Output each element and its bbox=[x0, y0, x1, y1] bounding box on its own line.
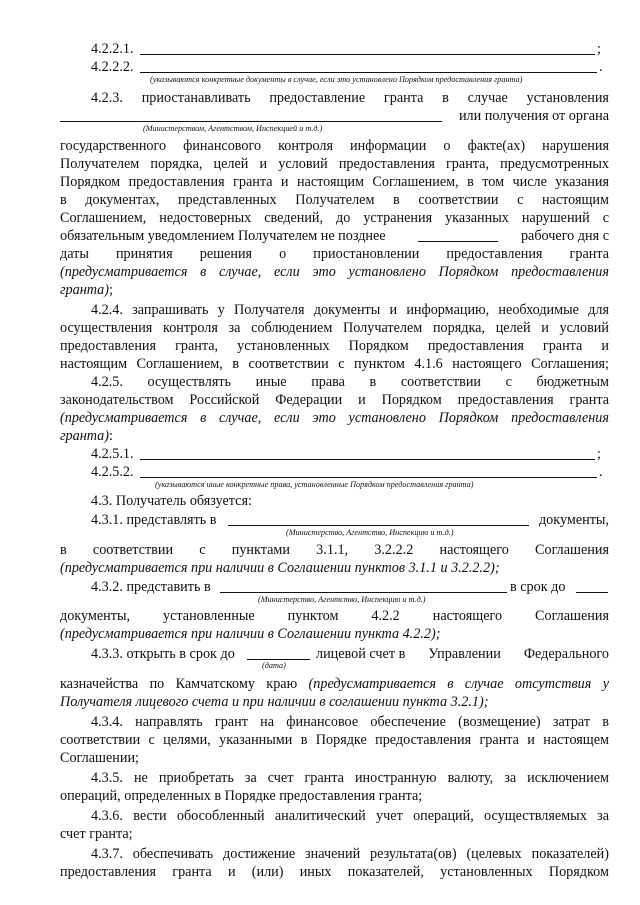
item-number: 4.2.2.1. bbox=[91, 41, 134, 57]
text: или получения от органа bbox=[458, 108, 609, 124]
paragraph-line: (предусматривается в случае, если это установлено Порядком предоставления bbox=[60, 264, 609, 280]
paragraph-line: в соответствии с пунктами 3.1.1, 3.2.2.2 настоящего Соглашения bbox=[60, 542, 609, 558]
text: (предусматривается в случае отсутствия у bbox=[308, 676, 610, 692]
field-caption: (указываются конкретные документы в случае, если это установлено Порядком предоставления гранта) bbox=[150, 75, 523, 84]
text: казначейства по Камчатскому краю bbox=[60, 676, 298, 692]
blank-line[interactable] bbox=[140, 459, 595, 460]
paragraph-line: 4.3.6. вести обособленный аналитический учет операций, осуществляемых за bbox=[91, 808, 609, 824]
paragraph-line: (предусматривается при наличии в Соглашении пунктов 3.1.1 и 3.2.2.2); bbox=[60, 560, 500, 576]
punctuation: . bbox=[599, 464, 603, 480]
paragraph-line: в документах, представленных Получателем в соответствии с настоящим bbox=[60, 192, 609, 208]
paragraph-line bbox=[60, 675, 609, 693]
paragraph-line: Соглашением, недостоверных сведений, до устранения указанных нарушений с bbox=[60, 210, 609, 226]
paragraph-line: государственного финансового контроля информации о факте(ах) нарушения bbox=[60, 138, 609, 154]
section-heading: 4.3. Получатель обязуется: bbox=[91, 493, 252, 509]
paragraph-line: (предусматривается в случае, если это установлено Порядком предоставления bbox=[60, 410, 609, 426]
blank-line[interactable] bbox=[576, 592, 608, 593]
text: гранта bbox=[383, 90, 424, 106]
text: документы, bbox=[538, 512, 609, 528]
blank-line[interactable] bbox=[418, 241, 498, 242]
field-caption: (Министерством, Агентством, Инспекцией и т.д.) bbox=[143, 124, 323, 133]
paragraph-line: 4.3.4. направлять грант на финансовое обеспечение (возмещение) затрат в bbox=[91, 714, 609, 730]
punctuation: : bbox=[109, 428, 113, 444]
text: установления bbox=[526, 90, 609, 106]
text: Управлении bbox=[428, 646, 501, 662]
paragraph-line: 4.3.7. обеспечивать достижение значений результата(ов) (целевых показателей) bbox=[91, 846, 609, 862]
item-number: 4.2.5.1. bbox=[91, 446, 134, 462]
field-caption: (указываются иные конкретные права, установленные Порядком предоставления гранта) bbox=[155, 480, 474, 489]
item-number: 4.2.3. bbox=[91, 90, 123, 106]
text: 4.3.3. открыть в срок до bbox=[91, 646, 235, 662]
paragraph-line: 4.3.5. не приобретать за счет гранта иностранную валюту, за исключением bbox=[91, 770, 609, 786]
blank-line[interactable] bbox=[220, 592, 507, 593]
paragraph-line bbox=[91, 89, 609, 107]
paragraph-line bbox=[316, 645, 609, 663]
punctuation: ; bbox=[109, 282, 113, 298]
text: обязательным уведомлением Получателем не позднее bbox=[60, 228, 386, 244]
text: гранта) bbox=[60, 428, 109, 444]
text: 4.3.1. представлять в bbox=[91, 512, 217, 528]
punctuation: . bbox=[599, 59, 603, 75]
paragraph-line: соответствии с целями, указанными в Порядке предоставления гранта и настоящем bbox=[60, 732, 609, 748]
paragraph-line: настоящим Соглашением, в соответствии с пунктом 4.1.6 настоящего Соглашения; bbox=[60, 356, 609, 372]
blank-line[interactable] bbox=[140, 72, 597, 73]
paragraph-line: (предусматривается при наличии в Соглашении пункта 4.2.2); bbox=[60, 626, 441, 642]
paragraph-line: предоставления гранта, установленных Порядком предоставления гранта и bbox=[60, 338, 609, 354]
field-caption: (Министерство, Агентство, Инспекцию и т.д.) bbox=[258, 595, 426, 604]
punctuation: ; bbox=[597, 41, 601, 57]
paragraph-line bbox=[60, 281, 609, 299]
blank-line[interactable] bbox=[60, 121, 442, 122]
item-number: 4.2.5.2. bbox=[91, 464, 134, 480]
text: предоставление bbox=[269, 90, 366, 106]
paragraph-line: операций, определенных в Порядке предоставления гранта; bbox=[60, 788, 423, 804]
field-caption: (Министерство, Агентство, Инспекцию и т.д.) bbox=[286, 528, 454, 537]
punctuation: ; bbox=[597, 446, 601, 462]
text: 4.3.2. представить в bbox=[91, 579, 211, 595]
text: в срок до bbox=[510, 579, 566, 595]
blank-line[interactable] bbox=[140, 54, 595, 55]
blank-line[interactable] bbox=[247, 659, 310, 660]
item-number: 4.2.2.2. bbox=[91, 59, 134, 75]
paragraph-line: Получателя лицевого счета и при наличии в соглашении пункта 3.2.1); bbox=[60, 694, 489, 710]
paragraph-line: законодательством Российской Федерации и Порядком предоставления гранта bbox=[60, 392, 609, 408]
text: рабочего дня с bbox=[520, 228, 609, 244]
paragraph-line: документы, установленные пунктом 4.2.2 настоящего Соглашения bbox=[60, 608, 609, 624]
paragraph-line: 4.2.5. осуществлять иные права в соответствии с бюджетным bbox=[91, 374, 609, 390]
text: случае bbox=[467, 90, 508, 106]
text: приостанавливать bbox=[141, 90, 251, 106]
blank-line[interactable] bbox=[140, 477, 597, 478]
paragraph-line: Соглашении; bbox=[60, 750, 139, 766]
paragraph-line: счет гранта; bbox=[60, 826, 133, 842]
text: лицевой счет в bbox=[316, 646, 406, 662]
text: Федерального bbox=[523, 646, 609, 662]
paragraph-line: Получателем порядка, целей и условий предоставления гранта, предусмотренных bbox=[60, 156, 609, 172]
paragraph-line bbox=[60, 427, 609, 445]
text: гранта) bbox=[60, 282, 109, 298]
paragraph-line: Порядком предоставления гранта и настоящим Соглашением, в том числе указания bbox=[60, 174, 609, 190]
blank-line[interactable] bbox=[228, 525, 529, 526]
field-caption: (дата) bbox=[262, 661, 286, 670]
paragraph-line: осуществления контроля за соблюдением Получателем порядка, целей и условий bbox=[60, 320, 609, 336]
paragraph-line: 4.2.4. запрашивать у Получателя документы и информацию, необходимые для bbox=[91, 302, 609, 318]
text: в bbox=[442, 90, 449, 106]
paragraph-line: предоставления гранта и (или) иных показателей, установленных Порядком bbox=[60, 864, 609, 880]
paragraph-line: даты принятия решения о приостановлении предоставления гранта bbox=[60, 246, 609, 262]
